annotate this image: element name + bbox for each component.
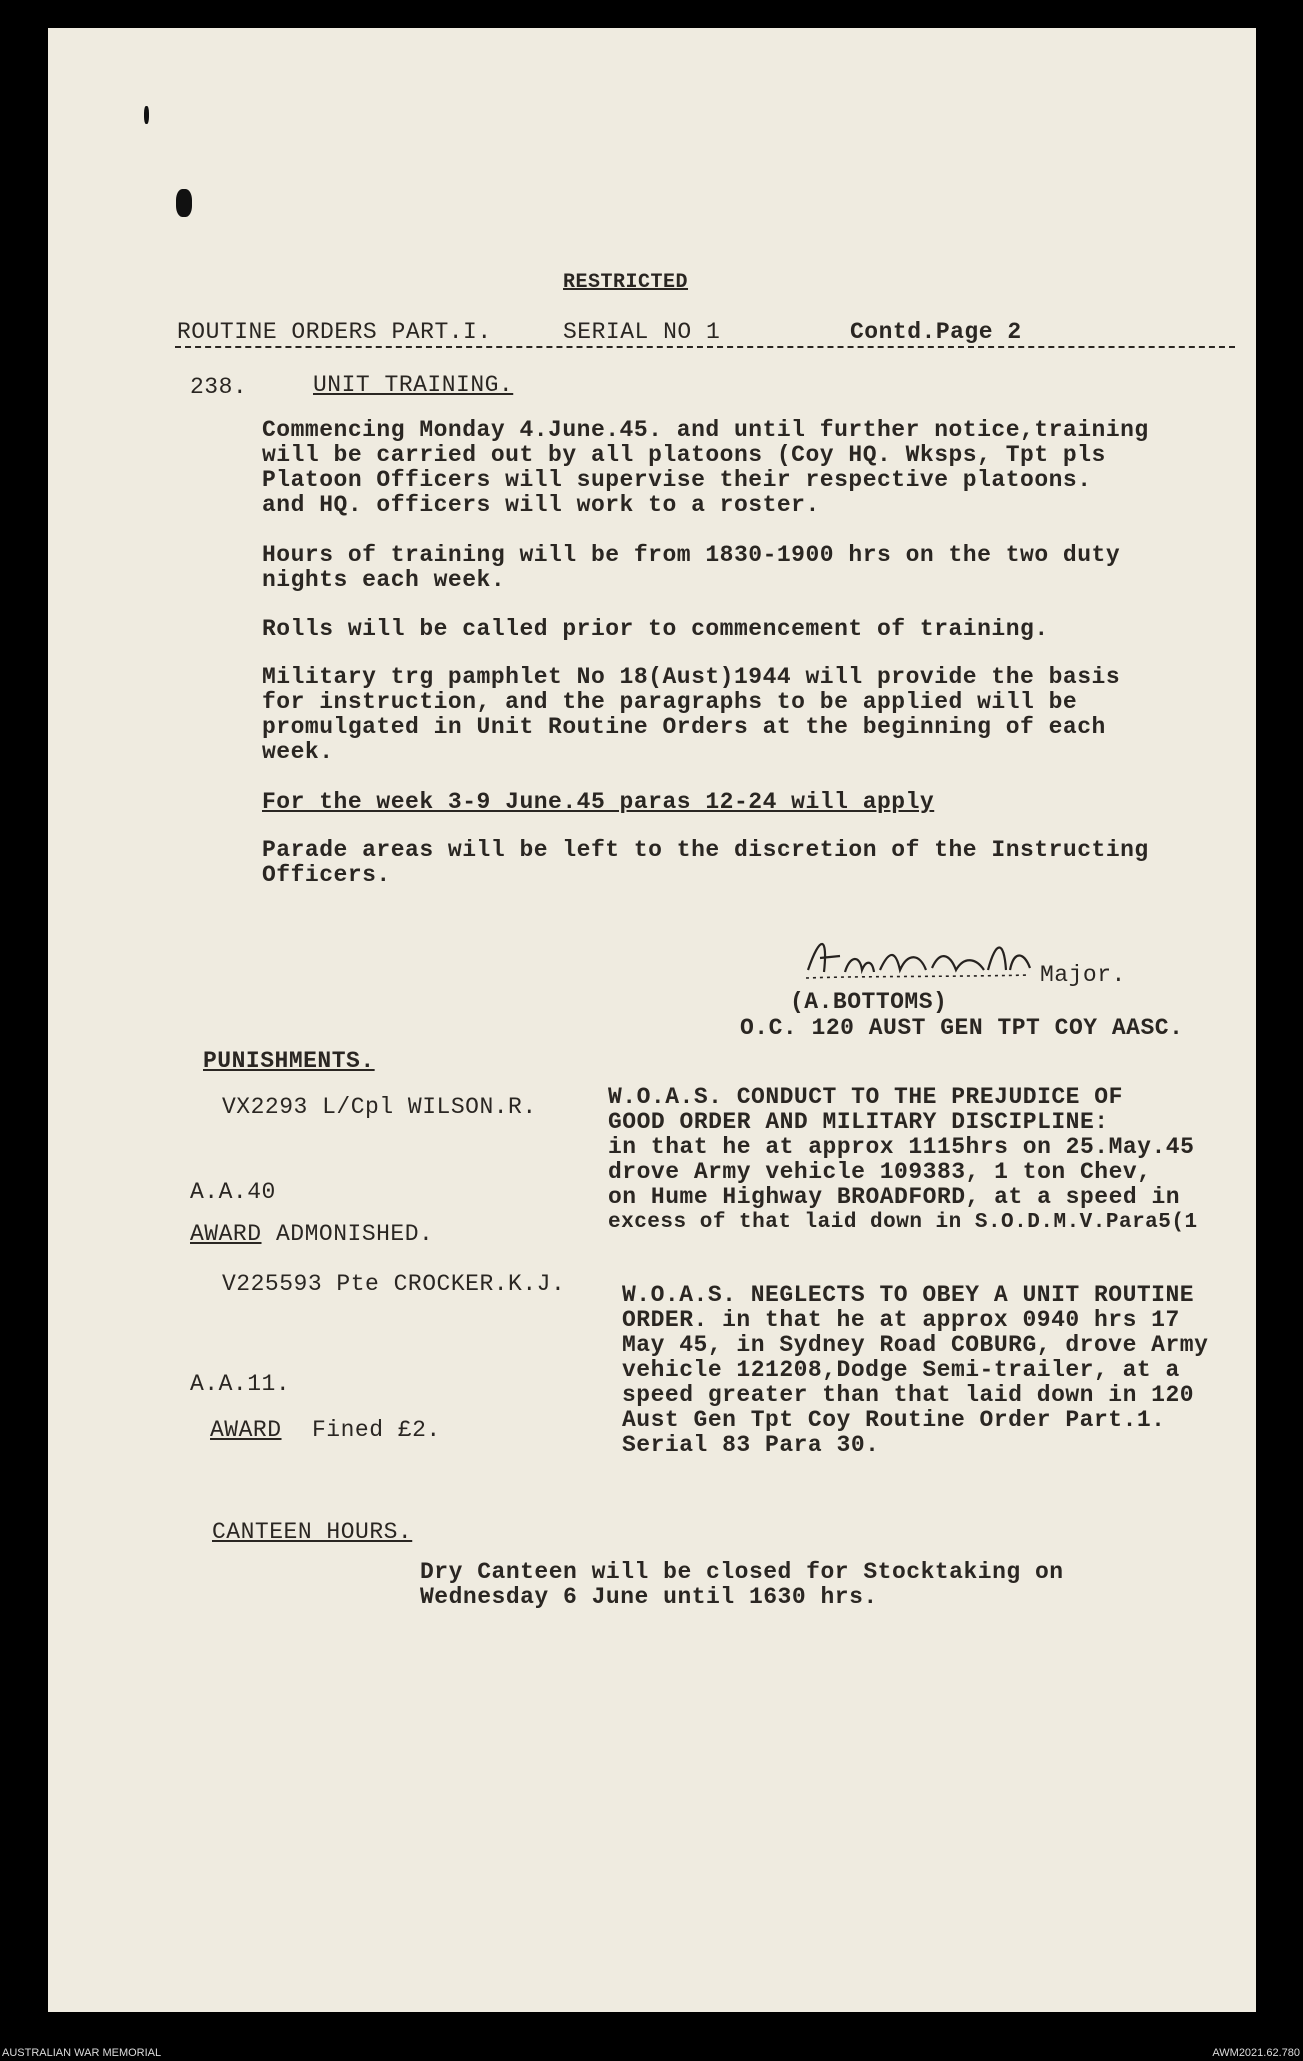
punch-hole-middle [176,189,192,217]
canteen-line: Wednesday 6 June until 1630 hrs. [420,1584,878,1610]
footer-accession-number: AWM2021.62.780 [1212,2047,1300,2059]
text-line: Commencing Monday 4.June.45. and until further notice,training [262,417,1149,443]
serial-label: SERIAL NO 1 [563,319,721,345]
charge-line: vehicle 121208,Dodge Semi-trailer, at a [622,1357,1180,1383]
charge-line: excess of that laid down in S.O.D.M.V.Para5(1 [608,1211,1198,1234]
text-line: promulgated in Unit Routine Orders at the beginning of each [262,714,1106,740]
charge-line: speed greater than that laid down in 120 [622,1382,1195,1408]
order-number: 238. [190,374,248,400]
text-line: nights each week. [262,567,506,593]
signature-rank: Major. [1040,962,1126,988]
text-line: Hours of training will be from 1830-1900 hrs on the two duty [262,542,1121,568]
charge-line: W.O.A.S. CONDUCT TO THE PREJUDICE OF [608,1084,1123,1110]
header-rule [175,346,1235,348]
routine-orders-label: ROUTINE ORDERS PART.I. [177,319,492,345]
charge-line: GOOD ORDER AND MILITARY DISCIPLINE: [608,1109,1109,1135]
charge-line: on Hume Highway BROADFORD, at a speed in [608,1184,1181,1210]
signature-name: (A.BOTTOMS) [790,989,948,1015]
text-line: for instruction, and the paragraphs to be applied will be [262,689,1078,715]
text-line: Officers. [262,862,391,888]
text-line: Platoon Officers will supervise their respective platoons. [262,467,1092,493]
text-line: Rolls will be called prior to commencement of training. [262,616,1049,642]
footer-archive-name: AUSTRALIAN WAR MEMORIAL [2,2047,162,2059]
unit-training-heading: UNIT TRAINING. [313,372,514,398]
aa-reference: A.A.11. [190,1371,291,1397]
charge-line: drove Army vehicle 109383, 1 ton Chev, [608,1159,1152,1185]
contd-label: Contd.Page 2 [850,319,1022,345]
text-line: Parade areas will be left to the discretion of the Instructing [262,837,1149,863]
charge-line: May 45, in Sydney Road COBURG, drove Army [622,1332,1209,1358]
award-value: Fined £2. [312,1417,441,1443]
aa-reference: A.A.40 [190,1179,276,1205]
punch-hole-top [144,106,149,124]
charge-line: W.O.A.S. NEGLECTS TO OBEY A UNIT ROUTINE [622,1282,1195,1308]
punishments-heading: PUNISHMENTS. [203,1048,375,1074]
text-line: week. [262,739,334,765]
text-line: will be carried out by all platoons (Coy HQ. Wksps, Tpt pls [262,442,1106,468]
charge-line: in that he at approx 1115hrs on 25.May.45 [608,1134,1195,1160]
text-line: and HQ. officers will work to a roster. [262,492,820,518]
award-label: AWARD [190,1221,262,1247]
award-label: AWARD [210,1417,282,1443]
week-line: For the week 3-9 June.45 paras 12-24 will apply [262,789,935,815]
charge-line: Serial 83 Para 30. [622,1432,880,1458]
canteen-line: Dry Canteen will be closed for Stocktaking on [420,1559,1064,1585]
soldier-id: V225593 Pte CROCKER.K.J. [222,1271,566,1297]
soldier-id: VX2293 L/Cpl WILSON.R. [222,1094,537,1120]
signature-title: O.C. 120 AUST GEN TPT COY AASC. [740,1015,1184,1041]
charge-line: ORDER. in that he at approx 0940 hrs 17 [622,1307,1180,1333]
award-value: ADMONISHED. [276,1221,434,1247]
charge-line: Aust Gen Tpt Coy Routine Order Part.1. [622,1407,1166,1433]
canteen-heading: CANTEEN HOURS. [212,1519,413,1545]
text-line: Military trg pamphlet No 18(Aust)1944 will provide the basis [262,664,1121,690]
restricted-heading: RESTRICTED [563,271,689,294]
